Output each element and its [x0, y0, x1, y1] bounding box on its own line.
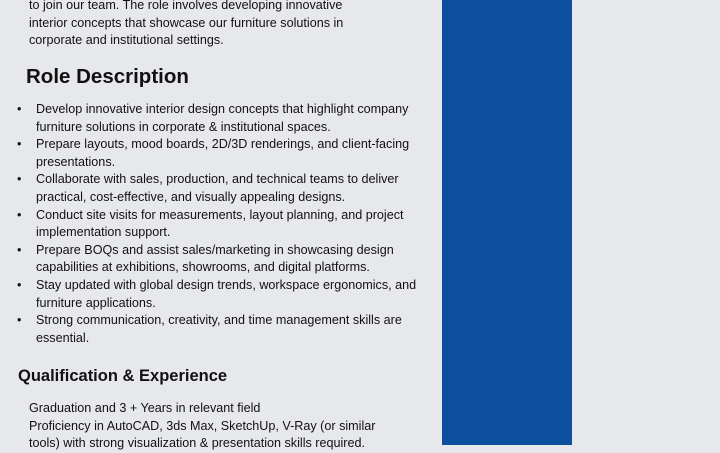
list-item [17, 207, 427, 242]
qualification-heading: Qualification & Experience [18, 367, 228, 385]
intro-line: interior concepts that showcase our furniture solutions in [29, 15, 344, 30]
accent-band [442, 0, 572, 445]
list-item-text: Conduct site visits for measurements, layout planning, and project implementation support. [36, 207, 404, 240]
list-item [17, 312, 427, 347]
qualification-line: Proficiency in AutoCAD, 3ds Max, SketchUp, V-Ray (or similar [29, 418, 376, 433]
list-item-text: Prepare layouts, mood boards, 2D/3D renderings, and client-facing presentations. [36, 137, 410, 169]
bullet-icon: • [17, 102, 22, 116]
list-item-text: Collaborate with sales, production, and technical teams to deliver practical, cost-effective, and visually appealing designs. [36, 172, 399, 204]
list-item [17, 242, 427, 277]
role-description-list [17, 101, 427, 347]
list-item [17, 277, 427, 312]
intro-paragraph [29, 0, 411, 50]
bullet-icon: • [17, 207, 22, 222]
qualification-line: tools) with strong visualization & presentation skills required. [29, 436, 365, 451]
bullet-icon: • [17, 277, 22, 292]
right-margin [572, 0, 720, 445]
list-item-text: Strong communication, creativity, and time management skills are essential. [36, 313, 402, 345]
list-item-text: Stay updated with global design trends, workspace ergonomics, and furniture applications. [36, 277, 417, 310]
list-item-text: Develop innovative interior design concepts that highlight company furniture solutions in corporate & institutional spaces. [36, 102, 409, 134]
list-item-text: Prepare BOQs and assist sales/marketing in showcasing design capabilities at exhibitions, showrooms, and digital platforms. [36, 242, 394, 275]
bullet-icon: • [17, 242, 22, 257]
list-item [17, 171, 427, 206]
intro-line: corporate and institutional settings. [29, 33, 224, 48]
list-item [17, 101, 427, 136]
intro-line: to join our team. The role involves developing innovative [29, 0, 343, 12]
bullet-icon: • [17, 313, 22, 328]
qualification-line: Graduation and 3 + Years in relevant field [29, 401, 261, 415]
role-description-heading: Role Description [26, 65, 189, 88]
bullet-icon: • [17, 172, 22, 187]
list-item [17, 136, 427, 171]
bullet-icon: • [17, 137, 22, 152]
